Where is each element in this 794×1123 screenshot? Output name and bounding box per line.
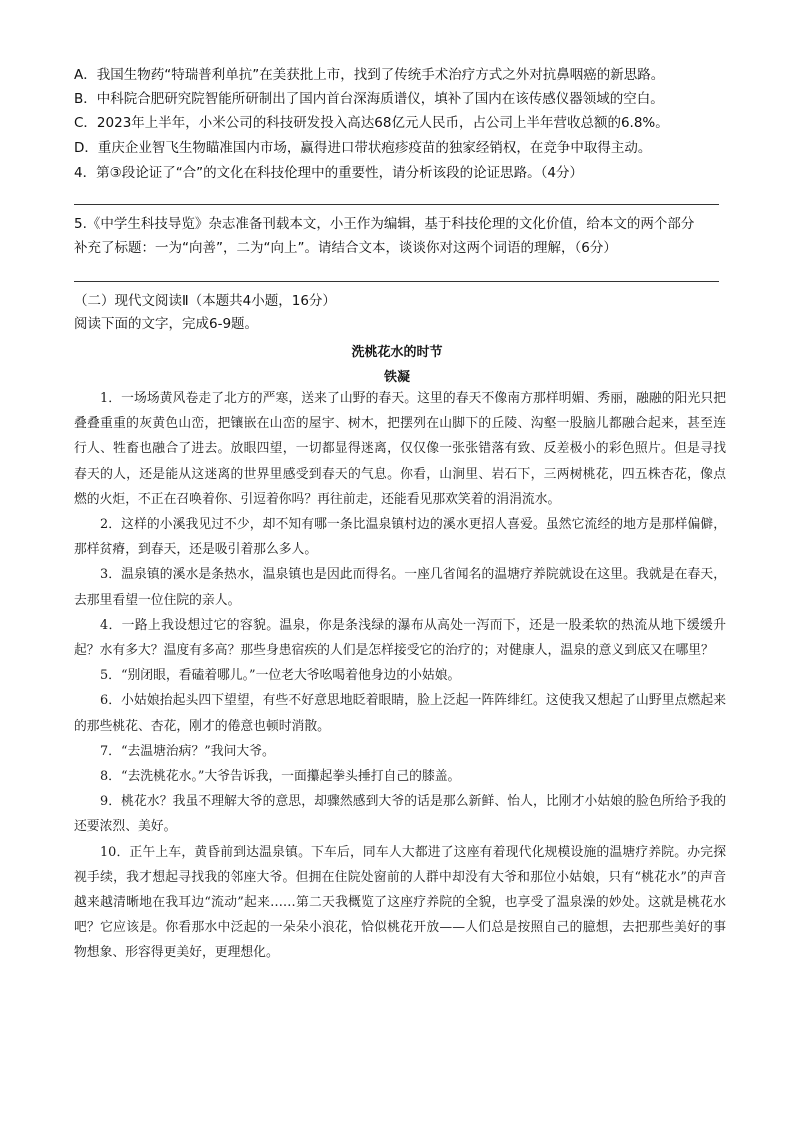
paragraph-1: 1．一场场黄风卷走了北方的严寒，送来了山野的春天。这里的春天不像南方那样明媚、秀丽，融融的阳光只把叠叠重重的灰黄色山峦，把镶嵌在山峦的屋宇、树木，把摆列在山脚下的丘陵、沟壑一股脑儿都融合起来，甚至连行人、牲畜也融合了进去。放眼四望，一切都显得迷离，仅仅像一张张错落有致、反差极小的彩色照片。但是寻找春天的人，还是能从这迷离的世界里感受到春天的气息。你看，山涧里、岩石下，三两树桃花，四五株杏花，像点燃的火炬，不正在召唤着你、引逗着你吗？再往前走，还能看见那欢笑着的涓涓流水。 [74,391,726,507]
paragraph-3: 3．温泉镇的溪水是条热水，温泉镇也是因此而得名。一座几省闻名的温塘疗养院就设在这里。我就是在春天，去那里看望一位住院的亲人。 [74,567,726,608]
answer-line-q4 [74,204,719,205]
section-heading: （二）现代文阅读Ⅱ（本题共4小题，16分） [74,293,336,309]
paragraph-5: 5．“别闭眼，看磕着哪儿。”一位老大爷吆喝着他身边的小姑娘。 [100,668,461,684]
article-author: 铁凝 [383,370,410,385]
question-5-line-1: 5.《中学生科技导览》杂志准备刊载本文，小王作为编辑，基于科技伦理的文化价值，给本文的两个部分 [74,216,695,232]
answer-line-q5 [74,281,719,282]
article-title: 洗桃花水的时节 [351,345,443,360]
option-b: B．中科院合肥研究院智能所研制出了国内首台深海质谱仪，填补了国内在该传感仪器领域的空白。 [74,91,664,107]
paragraph-9: 9．桃花水？我虽不理解大爷的意思，却骤然感到大爷的话是那么新鲜、怡人，比刚才小姑娘的脸色所给予我的还要浓烈、美好。 [74,794,726,835]
reading-instruction: 阅读下面的文字，完成6-9题。 [74,316,259,332]
question-4: 4．第③段论证了“合”的文化在科技伦理中的重要性，请分析该段的论证思路。（4分） [74,165,584,181]
option-d: D．重庆企业智飞生物瞄准国内市场，赢得进口带状疱疹疫苗的独家经销权，在竞争中取得主动。 [74,140,652,156]
option-a: A．我国生物药“特瑞普利单抗”在美获批上市，找到了传统手术治疗方式之外对抗鼻咽癌的新思路。 [74,67,665,83]
paragraph-4: 4．一路上我设想过它的容貌。温泉，你是条浅绿的瀑布从高处一泻而下，还是一股柔软的热流从地下缓缓升起？水有多大？温度有多高？那些身患宿疾的人们是怎样接受它的治疗的；对健康人，温泉的意义到底又在哪里？ [74,617,726,659]
option-c: C．2023年上半年，小米公司的科技研发投入高达68亿元人民币，占公司上半年营收总额的6.8%。 [74,115,669,131]
paragraph-6: 6．小姑娘抬起头四下望望，有些不好意思地眨着眼睛，脸上泛起一阵阵绯红。这使我又想起了山野里点燃起来的那些桃花、杏花，刚才的倦意也顿时消散。 [74,693,726,734]
question-5-line-2: 补充了标题：一为“向善”，二为“向上”。请结合文本，谈谈你对这两个词语的理解，（6分） [74,240,617,256]
paragraph-10: 10．正午上车，黄昏前到达温泉镇。下车后，同车人大都进了这座有着现代化规模设施的温塘疗养院。办完探视手续，我才想起寻找我的邻座大爷。但拥在住院处窗前的人群中却没有大爷和那位小姑娘，只有“桃花水”的声音越来越清晰地在我耳边“流动”起来……第二天我概览了这座疗养院的全貌，也享受了温泉澡的妙处。这就是桃花水吧？它应该是。你看那水中泛起的一朵朵小浪花，恰似桃花开放——人们总是按照自己的臆想，去把那些美好的事物想象、形容得更美好，更理想化。 [74,844,726,961]
paragraph-7: 7．“去温塘治病？”我问大爷。 [100,743,275,759]
paragraph-2: 2．这样的小溪我见过不少，却不知有哪一条比温泉镇村边的溪水更招人喜爱。虽然它流经的地方是那样偏僻，那样贫瘠，到春天，还是吸引着那么多人。 [74,517,726,558]
paragraph-8: 8．“去洗桃花水。”大爷告诉我，一面攥起拳头捶打自己的膝盖。 [100,769,461,785]
question-5 [74,212,726,260]
article-body [74,386,726,966]
